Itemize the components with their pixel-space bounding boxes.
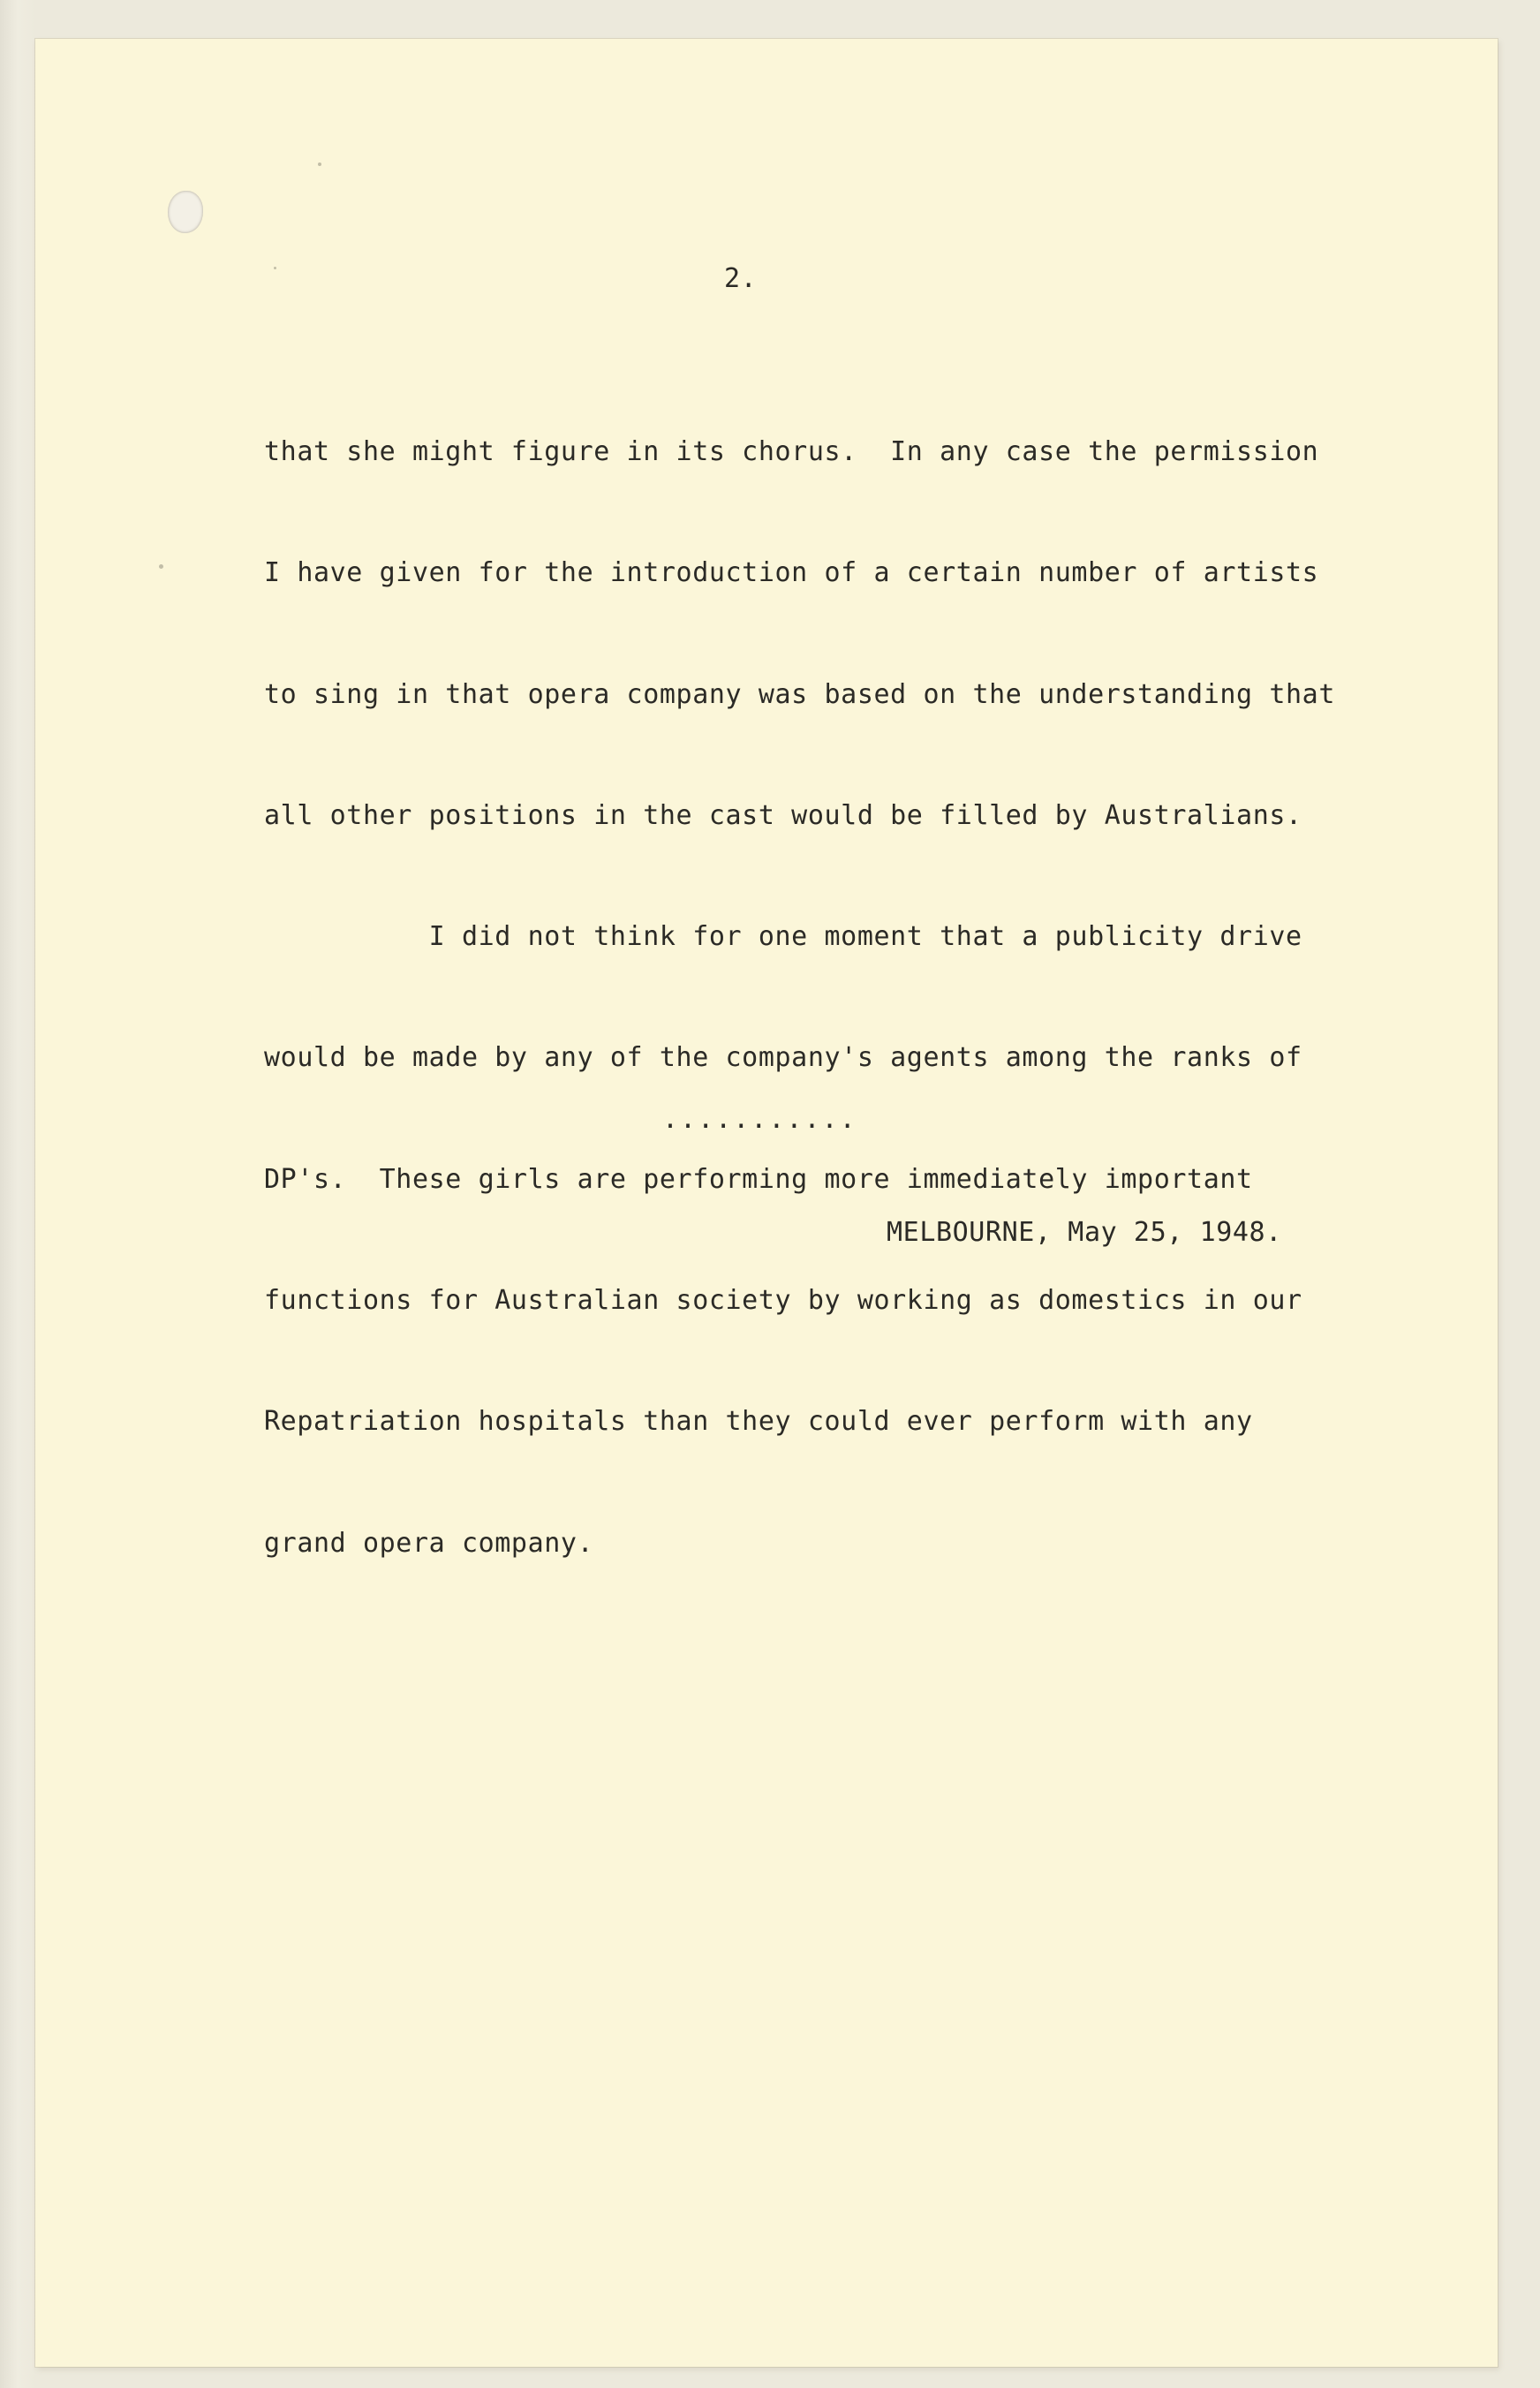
paper-speck: [274, 267, 276, 269]
letter-body: [264, 375, 1335, 1650]
body-line: I have given for the introduction of a certain number of artists: [264, 557, 1319, 589]
page-number: 2.: [724, 263, 758, 294]
body-line: would be made by any of the company's agents among the ranks of: [264, 1042, 1302, 1074]
body-line: functions for Australian society by working as domestics in our: [264, 1285, 1302, 1317]
body-line: all other positions in the cast would be filled by Australians.: [264, 799, 1302, 831]
paper-speck: [318, 162, 321, 166]
body-line: grand opera company.: [264, 1527, 594, 1559]
body-line: to sing in that opera company was based on the understanding that: [264, 678, 1335, 710]
punch-hole: [168, 191, 203, 233]
dateline: MELBOURNE, May 25, 1948.: [887, 1217, 1282, 1248]
body-line: DP's. These girls are performing more immediately important: [264, 1163, 1253, 1195]
section-separator: ...........: [662, 1104, 857, 1135]
body-line: that she might figure in its chorus. In any case the permission: [264, 436, 1319, 467]
body-line: I did not think for one moment that a publicity drive: [264, 921, 1302, 953]
paper-speck: [159, 564, 163, 569]
body-line: Repatriation hospitals than they could ever perform with any: [264, 1406, 1253, 1438]
